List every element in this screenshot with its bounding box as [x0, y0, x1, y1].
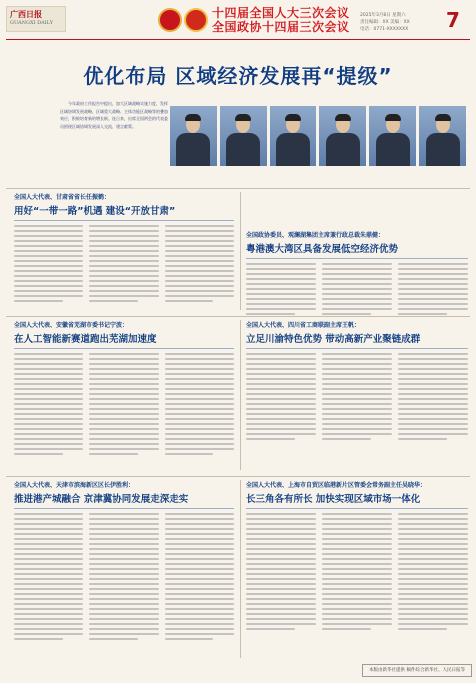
page-header [0, 0, 476, 40]
masthead-logo [6, 6, 66, 32]
article-body [14, 353, 234, 458]
article-kicker: 全国人大代表、四川省工商联副主席王帆： [246, 322, 361, 329]
meta-editor: 责任编辑：XX 美编：XX [360, 20, 410, 25]
article-body [246, 353, 468, 443]
deputy-photos [170, 106, 466, 166]
deputy-photo [369, 106, 416, 166]
column-divider [240, 480, 241, 658]
article-headline: 在人工智能新赛道跑出芜湖加速度 [14, 334, 157, 345]
column-divider [240, 320, 241, 470]
paper-name: 广西日报 [10, 9, 42, 19]
section-divider [6, 316, 470, 317]
deputy-photo [270, 106, 317, 166]
column-divider [240, 192, 241, 310]
article-sichuan [246, 320, 468, 443]
session-banner [212, 6, 352, 36]
article-wuhu [14, 320, 234, 458]
meta-phone: 电话：0771-XXXXXXX [360, 27, 409, 32]
page-footer: 本版由新华社提供 稿件综合新华社、人民日报等 [362, 664, 472, 677]
article-shanghai [246, 480, 468, 633]
banner-line-2: 全国政协十四届三次会议 [212, 20, 350, 34]
article-body [246, 513, 468, 633]
article-body [246, 263, 468, 318]
section-divider [6, 476, 470, 477]
article-kicker: 全国政协委员、观澜湖集团主席兼行政总裁朱鼎健： [246, 232, 385, 239]
article-body [14, 225, 234, 305]
paper-sub: GUANGXI DAILY [10, 20, 54, 26]
article-headline: 推进港产城融合 京津冀协同发展走深走实 [14, 494, 189, 505]
deputy-photo [220, 106, 267, 166]
meta-date: 2025年3月8日 星期六 [360, 13, 406, 18]
page-meta [360, 12, 440, 33]
article-headline: 用好“一带一路”机遇 建设“开放甘肃” [14, 206, 176, 217]
article-body [14, 513, 234, 643]
deputy-photo [170, 106, 217, 166]
article-headline: 长三角各有所长 加快实现区域市场一体化 [246, 494, 421, 505]
article-tianjin [14, 480, 234, 643]
page-title: 优化布局 区域经济发展再“提级” [83, 64, 393, 88]
article-headline: 立足川渝特色优势 带动高新产业聚链成群 [246, 334, 421, 345]
article-kicker: 全国人大代表、天津市滨海新区区长伊胜利： [14, 482, 135, 489]
intro-paragraph: 今年政府工作报告中提出，加大区域战略实施力度，发挥区域协调发展战略、区域重大战略、主体功能区战略等的叠加效应，积极培育新的增长极。连日来，出席全国两会的代表委员围绕区域协调发展深入交流、建言献策。 [60, 101, 168, 129]
article-gba [246, 230, 468, 318]
header-rule [6, 39, 470, 40]
section-divider [6, 188, 470, 189]
banner-line-1: 十四届全国人大三次会议 [212, 6, 350, 20]
article-gansu [14, 192, 234, 305]
article-kicker: 全国人大代表、安徽省芜湖市委书记宁波： [14, 322, 129, 329]
article-kicker: 全国人大代表、甘肃省省长任振鹤： [14, 194, 111, 201]
page-number: 7 [446, 8, 460, 32]
deputy-photo [419, 106, 466, 166]
article-kicker: 全国人大代表、上海市自贸区临港新片区管委会常务副主任吴晓华： [246, 482, 427, 489]
cppcc-emblem-icon [184, 8, 208, 32]
national-emblem-icon [158, 8, 182, 32]
deputy-photo [319, 106, 366, 166]
article-headline: 粤港澳大湾区具备发展低空经济优势 [246, 244, 399, 255]
